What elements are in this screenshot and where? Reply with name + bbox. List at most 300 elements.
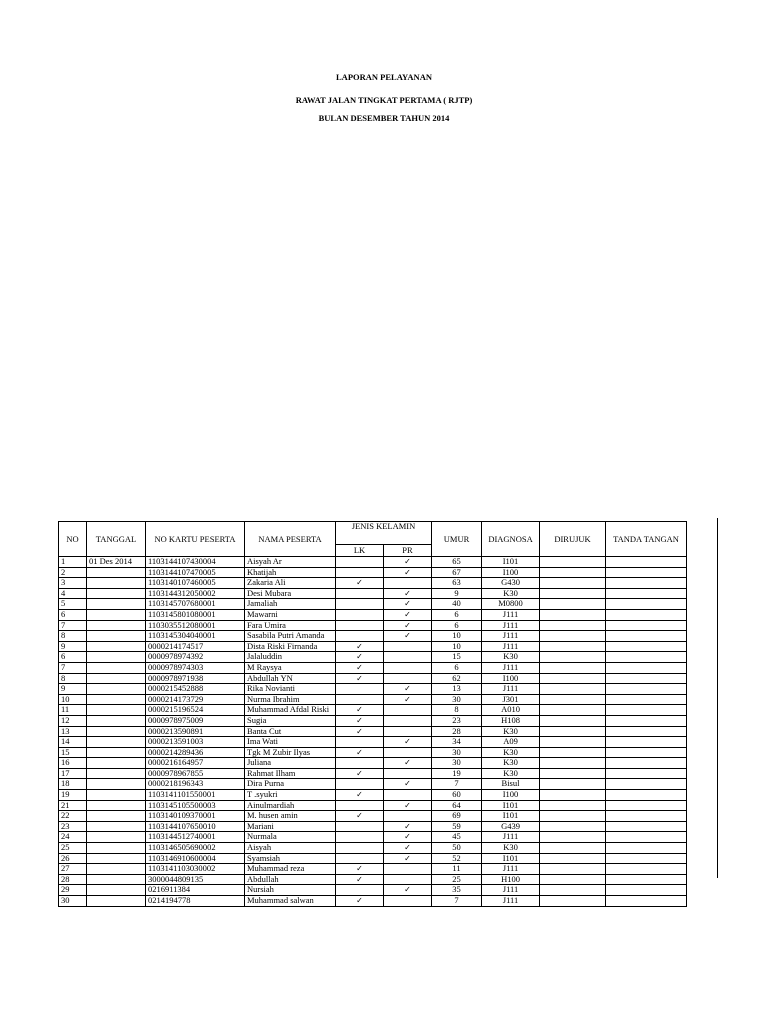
- cell-umur: 60: [432, 790, 482, 801]
- cell-kartu: 1103145304040001: [146, 631, 245, 642]
- cell-pr: ✓: [384, 588, 432, 599]
- cell-tanggal: [87, 864, 146, 875]
- cell-no: 17: [59, 768, 87, 779]
- cell-tanggal: [87, 673, 146, 684]
- cell-tanggal: [87, 737, 146, 748]
- cell-pr: [384, 715, 432, 726]
- cell-pr: [384, 768, 432, 779]
- cell-umur: 6: [432, 620, 482, 631]
- cell-tanggal: [87, 790, 146, 801]
- cell-no: 16: [59, 758, 87, 769]
- cell-diagnosa: I100: [482, 673, 540, 684]
- cell-diagnosa: J111: [482, 662, 540, 673]
- cell-tanda-tangan: [606, 758, 687, 769]
- cell-tanda-tangan: [606, 737, 687, 748]
- cell-tanda-tangan: [606, 578, 687, 589]
- cell-pr: ✓: [384, 853, 432, 864]
- cell-nama: Fara Umira: [245, 620, 336, 631]
- header-tanggal: TANGGAL: [87, 522, 146, 557]
- cell-tanda-tangan: [606, 864, 687, 875]
- table-row: [59, 567, 687, 578]
- cell-no: 21: [59, 800, 87, 811]
- cell-no: 9: [59, 684, 87, 695]
- cell-tanggal: [87, 768, 146, 779]
- cell-pr: [384, 578, 432, 589]
- cell-tanda-tangan: [606, 641, 687, 652]
- cell-lk: [336, 557, 384, 568]
- cell-umur: 59: [432, 821, 482, 832]
- cell-no: 13: [59, 726, 87, 737]
- cell-dirujuk: [540, 588, 606, 599]
- cell-tanggal: [87, 652, 146, 663]
- cell-kartu: 1103144107430004: [146, 557, 245, 568]
- table-row: [59, 853, 687, 864]
- cell-dirujuk: [540, 779, 606, 790]
- table-row: [59, 620, 687, 631]
- cell-diagnosa: A09: [482, 737, 540, 748]
- cell-pr: ✓: [384, 620, 432, 631]
- cell-tanda-tangan: [606, 821, 687, 832]
- table-row: [59, 641, 687, 652]
- cell-tanda-tangan: [606, 747, 687, 758]
- cell-tanda-tangan: [606, 800, 687, 811]
- table-row: [59, 874, 687, 885]
- cell-nama: Ainulmardiah: [245, 800, 336, 811]
- cell-dirujuk: [540, 662, 606, 673]
- table-row: [59, 768, 687, 779]
- cell-nama: Muhammad salwan: [245, 896, 336, 907]
- cell-umur: 30: [432, 758, 482, 769]
- header-no: NO: [59, 522, 87, 557]
- cell-umur: 69: [432, 811, 482, 822]
- cell-umur: 45: [432, 832, 482, 843]
- cell-diagnosa: K30: [482, 758, 540, 769]
- cell-no: 24: [59, 832, 87, 843]
- table-row: [59, 726, 687, 737]
- cell-diagnosa: I101: [482, 800, 540, 811]
- cell-nama: M. husen amin: [245, 811, 336, 822]
- table-row: [59, 896, 687, 907]
- cell-tanggal: [87, 800, 146, 811]
- cell-kartu: 1103140107460005: [146, 578, 245, 589]
- cell-tanggal: [87, 567, 146, 578]
- cell-pr: ✓: [384, 694, 432, 705]
- cell-pr: ✓: [384, 599, 432, 610]
- cell-tanda-tangan: [606, 790, 687, 801]
- cell-umur: 64: [432, 800, 482, 811]
- cell-umur: 6: [432, 662, 482, 673]
- cell-pr: ✓: [384, 609, 432, 620]
- cell-nama: Nursiah: [245, 885, 336, 896]
- cell-tanggal: [87, 832, 146, 843]
- table-row: [59, 578, 687, 589]
- cell-tanggal: [87, 821, 146, 832]
- table-row: [59, 885, 687, 896]
- cell-tanda-tangan: [606, 609, 687, 620]
- cell-no: 30: [59, 896, 87, 907]
- cell-umur: 7: [432, 896, 482, 907]
- cell-lk: [336, 599, 384, 610]
- cell-no: 6: [59, 609, 87, 620]
- cell-tanggal: [87, 631, 146, 642]
- cell-nama: Jamaliah: [245, 599, 336, 610]
- cell-umur: 13: [432, 684, 482, 695]
- cell-kartu: 0000214174517: [146, 641, 245, 652]
- cell-tanggal: [87, 609, 146, 620]
- cell-no: 6: [59, 652, 87, 663]
- report-subtitle: RAWAT JALAN TINGKAT PERTAMA ( RJTP): [295, 95, 473, 105]
- cell-umur: 15: [432, 652, 482, 663]
- cell-nama: Nurmala: [245, 832, 336, 843]
- cell-tanda-tangan: [606, 843, 687, 854]
- cell-lk: [336, 800, 384, 811]
- cell-dirujuk: [540, 853, 606, 864]
- cell-no: 14: [59, 737, 87, 748]
- table-row: [59, 673, 687, 684]
- cell-tanggal: [87, 662, 146, 673]
- cell-nama: Nurma Ibrahim: [245, 694, 336, 705]
- cell-umur: 11: [432, 864, 482, 875]
- cell-tanda-tangan: [606, 599, 687, 610]
- cell-nama: Jalaluddin: [245, 652, 336, 663]
- cell-lk: [336, 779, 384, 790]
- table-row: [59, 864, 687, 875]
- cell-pr: ✓: [384, 684, 432, 695]
- cell-diagnosa: A010: [482, 705, 540, 716]
- cell-pr: [384, 864, 432, 875]
- cell-pr: ✓: [384, 800, 432, 811]
- cell-nama: Sugia: [245, 715, 336, 726]
- cell-kartu: 3000044809135: [146, 874, 245, 885]
- cell-kartu: 0216911384: [146, 885, 245, 896]
- cell-tanda-tangan: [606, 768, 687, 779]
- table-row: [59, 747, 687, 758]
- cell-pr: [384, 641, 432, 652]
- cell-pr: [384, 790, 432, 801]
- cell-tanggal: [87, 885, 146, 896]
- cell-diagnosa: K30: [482, 768, 540, 779]
- cell-lk: [336, 853, 384, 864]
- cell-pr: [384, 811, 432, 822]
- cell-umur: 30: [432, 747, 482, 758]
- cell-nama: Rahmat Ilham: [245, 768, 336, 779]
- cell-diagnosa: J111: [482, 684, 540, 695]
- cell-tanggal: [87, 779, 146, 790]
- cell-dirujuk: [540, 896, 606, 907]
- cell-nama: Rika Novianti: [245, 684, 336, 695]
- cell-dirujuk: [540, 800, 606, 811]
- table-row: [59, 832, 687, 843]
- cell-dirujuk: [540, 684, 606, 695]
- cell-diagnosa: K30: [482, 726, 540, 737]
- cell-nama: Zakaria Ali: [245, 578, 336, 589]
- cell-pr: [384, 662, 432, 673]
- cell-tanggal: [87, 684, 146, 695]
- cell-dirujuk: [540, 758, 606, 769]
- cell-no: 8: [59, 631, 87, 642]
- cell-nama: Dista Riski Firnanda: [245, 641, 336, 652]
- cell-tanda-tangan: [606, 684, 687, 695]
- cell-pr: ✓: [384, 567, 432, 578]
- cell-diagnosa: K30: [482, 843, 540, 854]
- cell-diagnosa: I101: [482, 853, 540, 864]
- cell-lk: [336, 821, 384, 832]
- cell-kartu: 0000218196343: [146, 779, 245, 790]
- cell-nama: M Raysya: [245, 662, 336, 673]
- cell-pr: ✓: [384, 779, 432, 790]
- cell-lk: ✓: [336, 705, 384, 716]
- cell-dirujuk: [540, 737, 606, 748]
- cell-diagnosa: Bisul: [482, 779, 540, 790]
- cell-tanggal: [87, 896, 146, 907]
- cell-tanda-tangan: [606, 557, 687, 568]
- cell-pr: [384, 747, 432, 758]
- cell-no: 7: [59, 662, 87, 673]
- cell-diagnosa: I100: [482, 790, 540, 801]
- header-diagnosa: DIAGNOSA: [482, 522, 540, 557]
- cell-umur: 65: [432, 557, 482, 568]
- cell-pr: [384, 896, 432, 907]
- cell-kartu: 0000214289436: [146, 747, 245, 758]
- cell-lk: [336, 758, 384, 769]
- cell-kartu: 0000213590891: [146, 726, 245, 737]
- cell-tanggal: [87, 853, 146, 864]
- cell-diagnosa: J111: [482, 620, 540, 631]
- cell-lk: [336, 620, 384, 631]
- patient-table: [58, 521, 687, 907]
- cell-tanda-tangan: [606, 832, 687, 843]
- cell-dirujuk: [540, 843, 606, 854]
- cell-tanda-tangan: [606, 779, 687, 790]
- cell-tanggal: [87, 758, 146, 769]
- cell-kartu: 1103144107470005: [146, 567, 245, 578]
- cell-diagnosa: J111: [482, 885, 540, 896]
- cell-nama: T .syukri: [245, 790, 336, 801]
- header-no-kartu: NO KARTU PESERTA: [146, 522, 245, 557]
- cell-dirujuk: [540, 811, 606, 822]
- cell-umur: 8: [432, 705, 482, 716]
- cell-nama: Sasabila Putri Amanda: [245, 631, 336, 642]
- cell-tanda-tangan: [606, 896, 687, 907]
- cell-dirujuk: [540, 609, 606, 620]
- table-row: [59, 694, 687, 705]
- cell-lk: ✓: [336, 641, 384, 652]
- table-row: [59, 684, 687, 695]
- cell-tanda-tangan: [606, 811, 687, 822]
- cell-kartu: 0000978974392: [146, 652, 245, 663]
- cell-nama: Abdullah YN: [245, 673, 336, 684]
- cell-tanggal: [87, 620, 146, 631]
- cell-kartu: 1103141103030002: [146, 864, 245, 875]
- cell-no: 29: [59, 885, 87, 896]
- cell-pr: ✓: [384, 843, 432, 854]
- cell-umur: 52: [432, 853, 482, 864]
- cell-lk: ✓: [336, 864, 384, 875]
- cell-kartu: 0000215196524: [146, 705, 245, 716]
- cell-umur: 10: [432, 631, 482, 642]
- table-row: [59, 758, 687, 769]
- cell-tanda-tangan: [606, 588, 687, 599]
- table-row: [59, 599, 687, 610]
- cell-tanda-tangan: [606, 885, 687, 896]
- cell-dirujuk: [540, 790, 606, 801]
- cell-tanggal: [87, 588, 146, 599]
- cell-lk: [336, 609, 384, 620]
- cell-no: 8: [59, 673, 87, 684]
- table-row: [59, 821, 687, 832]
- cell-pr: ✓: [384, 832, 432, 843]
- cell-lk: [336, 694, 384, 705]
- cell-tanda-tangan: [606, 715, 687, 726]
- cell-nama: Juliana: [245, 758, 336, 769]
- cell-pr: ✓: [384, 557, 432, 568]
- cell-tanda-tangan: [606, 874, 687, 885]
- cell-dirujuk: [540, 874, 606, 885]
- cell-kartu: 0000213591003: [146, 737, 245, 748]
- header-jenis-kelamin: JENIS KELAMIN: [336, 522, 432, 545]
- table-row: [59, 609, 687, 620]
- cell-umur: 34: [432, 737, 482, 748]
- cell-kartu: 1103035512080001: [146, 620, 245, 631]
- cell-tanggal: [87, 811, 146, 822]
- cell-nama: Mawarni: [245, 609, 336, 620]
- table-row: [59, 705, 687, 716]
- cell-nama: Aisyah Ar: [245, 557, 336, 568]
- header-tanda-tangan: TANDA TANGAN: [606, 522, 687, 557]
- cell-lk: [336, 588, 384, 599]
- cell-nama: Dira Purna: [245, 779, 336, 790]
- cell-no: 4: [59, 588, 87, 599]
- cell-lk: ✓: [336, 747, 384, 758]
- cell-kartu: 0000215452888: [146, 684, 245, 695]
- cell-umur: 63: [432, 578, 482, 589]
- cell-diagnosa: I101: [482, 557, 540, 568]
- cell-nama: Banta Cut: [245, 726, 336, 737]
- cell-kartu: 1103144512740001: [146, 832, 245, 843]
- cell-tanda-tangan: [606, 652, 687, 663]
- cell-kartu: 0000978967855: [146, 768, 245, 779]
- cell-pr: ✓: [384, 821, 432, 832]
- cell-dirujuk: [540, 705, 606, 716]
- cell-diagnosa: G430: [482, 578, 540, 589]
- cell-umur: 62: [432, 673, 482, 684]
- cell-nama: Muhammad Afdal Riski: [245, 705, 336, 716]
- cell-no: 27: [59, 864, 87, 875]
- cell-umur: 7: [432, 779, 482, 790]
- header-pr: PR: [384, 545, 432, 557]
- table-row: [59, 662, 687, 673]
- report-period: BULAN DESEMBER TAHUN 2014: [318, 113, 450, 123]
- cell-dirujuk: [540, 641, 606, 652]
- cell-tanda-tangan: [606, 694, 687, 705]
- table-row: [59, 790, 687, 801]
- cell-diagnosa: K30: [482, 588, 540, 599]
- cell-dirujuk: [540, 557, 606, 568]
- cell-diagnosa: J111: [482, 609, 540, 620]
- cell-no: 15: [59, 747, 87, 758]
- cell-pr: [384, 673, 432, 684]
- cell-lk: ✓: [336, 652, 384, 663]
- cell-dirujuk: [540, 832, 606, 843]
- table-row: [59, 811, 687, 822]
- cell-no: 19: [59, 790, 87, 801]
- cell-dirujuk: [540, 864, 606, 875]
- cell-dirujuk: [540, 694, 606, 705]
- cell-diagnosa: J111: [482, 631, 540, 642]
- cell-no: 9: [59, 641, 87, 652]
- cell-nama: Muhammad reza: [245, 864, 336, 875]
- cell-lk: [336, 631, 384, 642]
- table-row: [59, 843, 687, 854]
- report-title: LAPORAN PELAYANAN: [336, 72, 432, 82]
- cell-kartu: 0000216164957: [146, 758, 245, 769]
- cell-dirujuk: [540, 620, 606, 631]
- cell-kartu: 1103140109370001: [146, 811, 245, 822]
- cell-pr: ✓: [384, 631, 432, 642]
- cell-kartu: 0000978975009: [146, 715, 245, 726]
- cell-umur: 10: [432, 641, 482, 652]
- table-row: [59, 737, 687, 748]
- cell-umur: 23: [432, 715, 482, 726]
- cell-lk: [336, 832, 384, 843]
- cell-nama: Ima Wati: [245, 737, 336, 748]
- cell-tanggal: [87, 694, 146, 705]
- cell-lk: ✓: [336, 768, 384, 779]
- cell-lk: ✓: [336, 790, 384, 801]
- header-lk: LK: [336, 545, 384, 557]
- cell-tanda-tangan: [606, 853, 687, 864]
- cell-umur: 67: [432, 567, 482, 578]
- table-row: [59, 588, 687, 599]
- cell-lk: ✓: [336, 811, 384, 822]
- cell-diagnosa: K30: [482, 652, 540, 663]
- cell-tanda-tangan: [606, 705, 687, 716]
- cell-dirujuk: [540, 747, 606, 758]
- cell-diagnosa: I100: [482, 567, 540, 578]
- cell-lk: [336, 567, 384, 578]
- cell-no: 5: [59, 599, 87, 610]
- cell-tanggal: 01 Des 2014: [87, 557, 146, 568]
- table-row: [59, 715, 687, 726]
- cell-diagnosa: J111: [482, 864, 540, 875]
- cell-dirujuk: [540, 652, 606, 663]
- cell-diagnosa: J111: [482, 641, 540, 652]
- table-row: [59, 631, 687, 642]
- cell-umur: 9: [432, 588, 482, 599]
- cell-lk: ✓: [336, 662, 384, 673]
- cell-no: 2: [59, 567, 87, 578]
- cell-dirujuk: [540, 631, 606, 642]
- cell-umur: 28: [432, 726, 482, 737]
- table-row: [59, 652, 687, 663]
- cell-pr: [384, 705, 432, 716]
- cell-kartu: 1103146505690002: [146, 843, 245, 854]
- cell-tanda-tangan: [606, 631, 687, 642]
- cell-tanggal: [87, 843, 146, 854]
- cell-pr: [384, 652, 432, 663]
- cell-diagnosa: I101: [482, 811, 540, 822]
- cell-tanggal: [87, 747, 146, 758]
- cell-diagnosa: J111: [482, 896, 540, 907]
- cell-lk: ✓: [336, 726, 384, 737]
- cell-diagnosa: J111: [482, 832, 540, 843]
- cell-lk: ✓: [336, 715, 384, 726]
- cell-no: 23: [59, 821, 87, 832]
- header-nama: NAMA PESERTA: [245, 522, 336, 557]
- cell-umur: 19: [432, 768, 482, 779]
- cell-kartu: 1103145707680001: [146, 599, 245, 610]
- cell-nama: Abdullah: [245, 874, 336, 885]
